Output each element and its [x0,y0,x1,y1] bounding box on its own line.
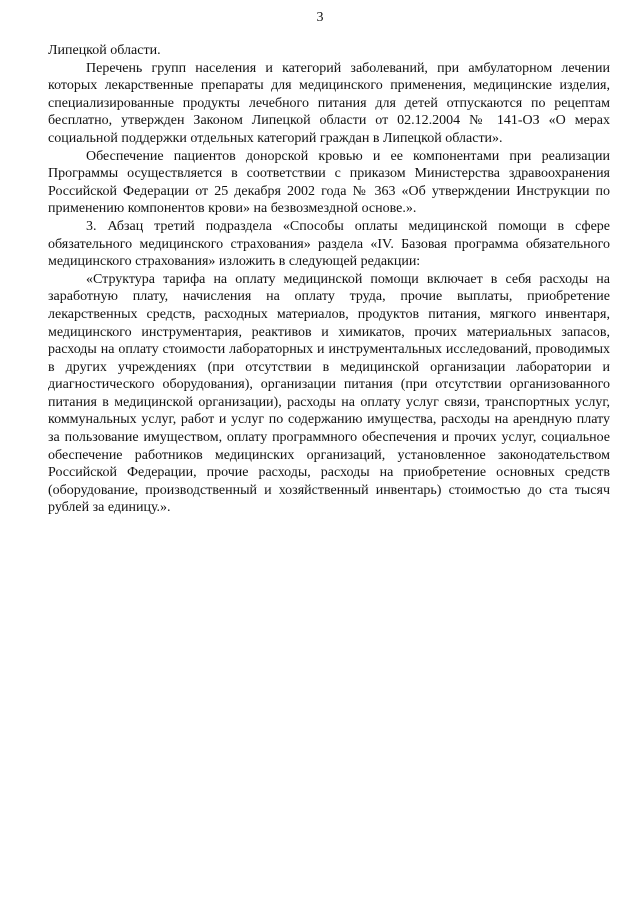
document-body [48,42,610,517]
page-number: 3 [316,10,324,25]
paragraph-preferential-medicines: Перечень групп населения и категорий заболеваний, при амбулаторном лечении которых лекарственные препараты для медицинского применения, медицинские изделия, специализированные продукты лечебного питания для детей отпускаются по рецептам бесплатно, утвержден Законом Липецкой области от 02.12.2004 № 141-ОЗ «О мерах социальной поддержки отдельных категорий граждан в Липецкой области». [48,60,610,146]
paragraph-amendment-3: 3. Абзац третий подраздела «Способы оплаты медицинской помощи в сфере обязательного медицинского страхования» раздела «IV. Базовая программа обязательного медицинского страхования» изложить в следующей редакции: [48,218,610,270]
paragraph-continuation: Липецкой области. [48,43,161,58]
paragraph-tariff-structure: «Структура тарифа на оплату медицинской помощи включает в себя расходы на заработную плату, начисления на оплату труда, прочие выплаты, приобретение лекарственных средств, расходных материалов, продуктов питания, мягкого инвентаря, медицинского инструментария, реактивов и химикатов, прочих материальных запасов, расходы на оплату стоимости лабораторных и инструментальных исследований, проводимых в других учреждениях (при отсутствии в медицинской организации лаборатории и диагностического оборудования), организации питания (при отсутствии организованного питания в медицинской организации), расходы на оплату услуг связи, транспортных услуг, коммунальных услуг, работ и услуг по содержанию имущества, расходы на арендную плату за пользование имуществом, оплату программного обеспечения и прочих услуг, социальное обеспечение работников медицинских организаций, установленное законодательством Российской Федерации, прочие расходы, расходы на приобретение основных средств (оборудование, производственный и хозяйственный инвентарь) стоимостью до ста тысяч рублей за единицу.». [48,271,610,516]
paragraph-donor-blood: Обеспечение пациентов донорской кровью и ее компонентами при реализации Программы осуществляется в соответствии с приказом Министерства здравоохранения Российской Федерации от 25 декабря 2002 года № 363 «Об утверждении Инструкции по применению компонентов крови» на безвозмездной основе.». [48,148,610,217]
